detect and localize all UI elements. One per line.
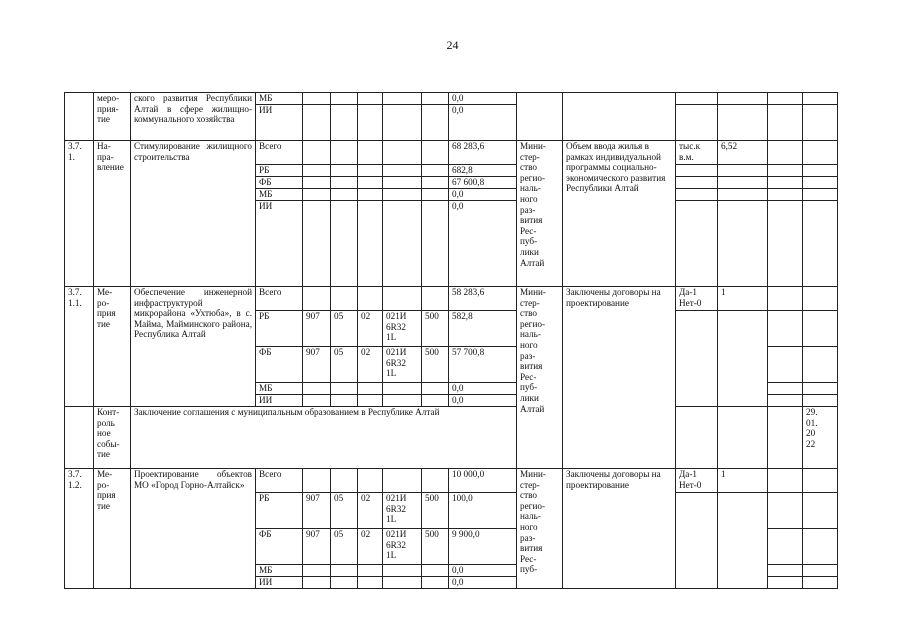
funding-source: ИИ: [256, 105, 303, 141]
indicator-target: 1: [718, 287, 768, 311]
funding-amount: 9 900,0: [449, 529, 517, 565]
funding-amount: 0,0: [449, 395, 517, 407]
expense-type-code: 500: [422, 311, 449, 347]
control-event-text: Заключение соглашения с муниципальным образованием в Республике Алтай: [131, 407, 517, 469]
section-code: 05: [331, 493, 358, 529]
funding-amount: 0,0: [449, 383, 517, 395]
funding-amount: 0,0: [449, 577, 517, 589]
expense-type-code: 500: [422, 493, 449, 529]
funding-source: ФБ: [256, 529, 303, 565]
table-row: [65, 407, 838, 469]
funding-amount: 0,0: [449, 201, 517, 287]
section-code: 05: [331, 311, 358, 347]
funding-amount: 10 000,0: [449, 469, 517, 493]
funding-source: МБ: [256, 383, 303, 395]
section-code: 05: [331, 529, 358, 565]
row-type: Ме- ро- прия тие: [94, 469, 131, 589]
target-item-code: 021И 6R32 1L: [383, 311, 422, 347]
executor: Мини- стер- ство регио- наль- ного раз- вития Рес- пуб- лики Алтай: [517, 287, 563, 469]
indicator-target: 1: [718, 469, 768, 493]
section-code: 05: [331, 347, 358, 383]
funding-source: Всего: [256, 287, 303, 311]
grbs-code: 907: [303, 493, 331, 529]
table-row: [65, 469, 838, 493]
subsection-code: 02: [358, 347, 383, 383]
control-event-date: 29. 01. 20 22: [803, 407, 838, 469]
indicator-unit: Да-1 Нет-0: [676, 287, 718, 311]
funding-amount: 100,0: [449, 493, 517, 529]
program-table: [64, 92, 838, 589]
table-row: [65, 141, 838, 165]
subsection-code: 02: [358, 493, 383, 529]
target-item-code: 021И 6R32 1L: [383, 347, 422, 383]
funding-amount: 57 700,8: [449, 347, 517, 383]
row-number: 3.7. 1.1.: [65, 287, 94, 407]
row-name: Обеспечение инженерной инфраструктурой микрорайона «Ухтюба», в с. Майма, Майминского района, Республика Алтай: [131, 287, 256, 407]
funding-source: Всего: [256, 141, 303, 165]
grbs-code: 907: [303, 311, 331, 347]
row-name: Стимулирование жилищного строительства: [131, 141, 256, 287]
target-item-code: 021И 6R32 1L: [383, 529, 422, 565]
indicator: Объем ввода жилья в рамках индивидуальной программы социально-экономического развития Республики Алтай: [563, 141, 676, 287]
funding-amount: 67 600,8: [449, 177, 517, 189]
funding-source: ФБ: [256, 177, 303, 189]
page-number: 24: [446, 38, 459, 52]
funding-amount: 582,8: [449, 311, 517, 347]
funding-source: Всего: [256, 469, 303, 493]
funding-source: МБ: [256, 93, 303, 105]
funding-amount: 0,0: [449, 105, 517, 141]
funding-source: МБ: [256, 565, 303, 577]
row-number: 3.7. 1.2.: [65, 469, 94, 589]
funding-amount: 0,0: [449, 565, 517, 577]
expense-type-code: 500: [422, 347, 449, 383]
funding-source: ИИ: [256, 395, 303, 407]
funding-source: РБ: [256, 311, 303, 347]
subsection-code: 02: [358, 311, 383, 347]
row-type: Конт- роль ное собы- тие: [94, 407, 131, 469]
table-row: [65, 287, 838, 311]
funding-source: МБ: [256, 189, 303, 201]
row-name: Проектирование объектов МО «Город Горно-Алтайск»: [131, 469, 256, 589]
row-number: 3.7. 1.: [65, 141, 94, 287]
row-type: Ме- ро- прия тие: [94, 287, 131, 407]
funding-source: РБ: [256, 165, 303, 177]
table-row: [65, 93, 838, 105]
funding-amount: 682,8: [449, 165, 517, 177]
indicator-unit: Да-1 Нет-0: [676, 469, 718, 493]
executor: Мини- стер- ство регио- наль- ного раз- вития Рес- пуб- лики Алтай: [517, 141, 563, 287]
funding-source: РБ: [256, 493, 303, 529]
row-type: меро- прия- тие: [94, 93, 131, 141]
indicator-unit: тыс.к в.м.: [676, 141, 718, 165]
subsection-code: 02: [358, 529, 383, 565]
row-type: На- пра- вление: [94, 141, 131, 287]
row-name: ского развития Республики Алтай в сфере жилищно-коммунального хозяйства: [131, 93, 256, 141]
funding-source: ИИ: [256, 201, 303, 287]
funding-amount: 68 283,6: [449, 141, 517, 165]
indicator: Заключены договоры на проектирование: [563, 469, 676, 589]
grbs-code: 907: [303, 529, 331, 565]
expense-type-code: 500: [422, 529, 449, 565]
funding-amount: 0,0: [449, 189, 517, 201]
funding-amount: 58 283,6: [449, 287, 517, 311]
funding-source: ФБ: [256, 347, 303, 383]
indicator: Заключены договоры на проектирование: [563, 287, 676, 469]
grbs-code: 907: [303, 347, 331, 383]
target-item-code: 021И 6R32 1L: [383, 493, 422, 529]
funding-source: ИИ: [256, 577, 303, 589]
executor: Мини- стер- ство регио- наль- ного раз- вития Рес- пуб-: [517, 469, 563, 589]
indicator-target: 6,52: [718, 141, 768, 165]
funding-amount: 0,0: [449, 93, 517, 105]
table-body: [65, 93, 838, 589]
